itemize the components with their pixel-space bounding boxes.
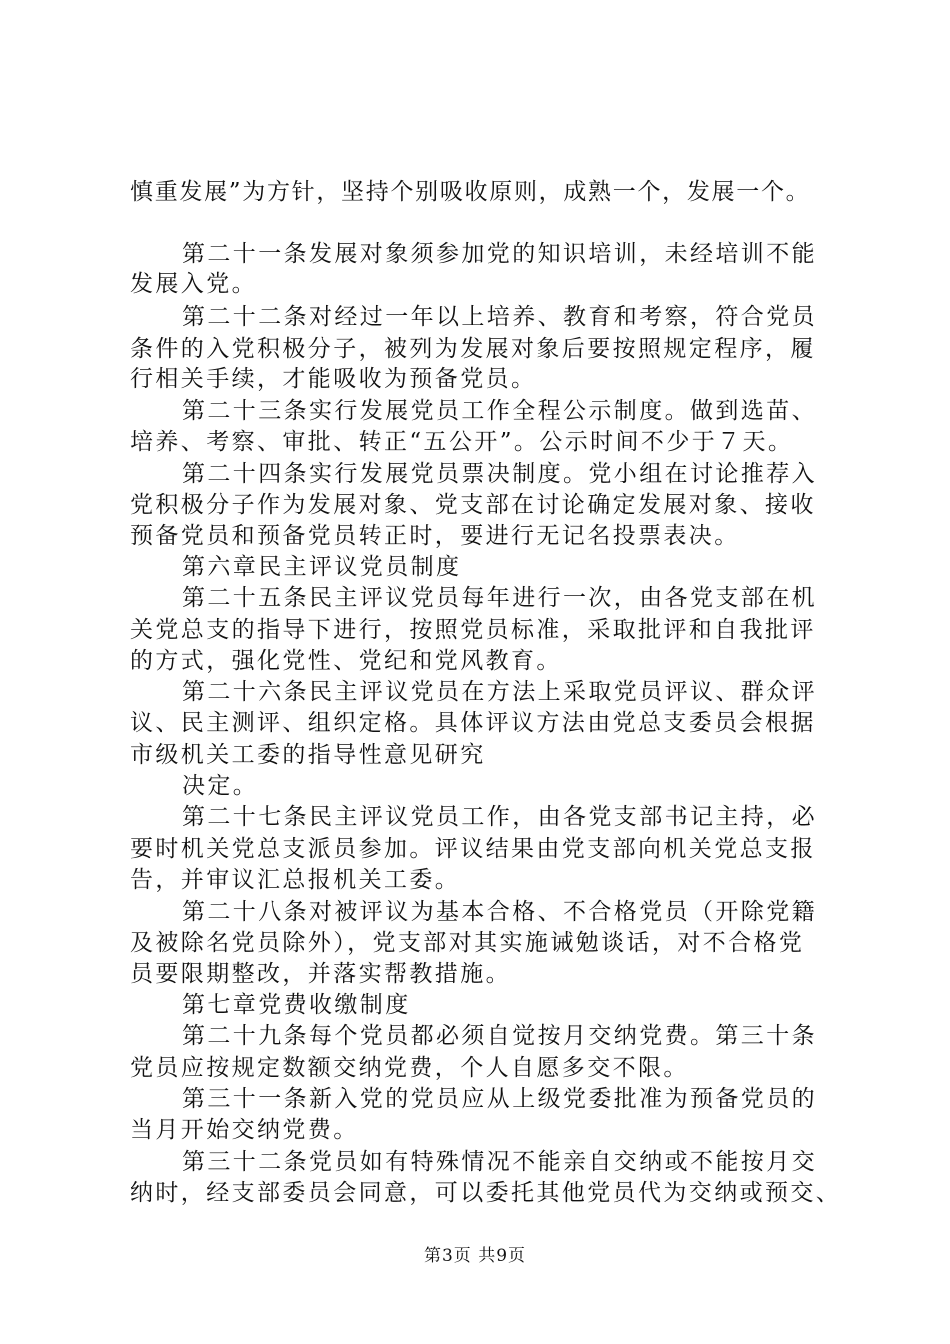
document-line: 告，并审议汇总报机关工委。 — [130, 867, 461, 893]
document-line: 市级机关工委的指导性意见研究 — [130, 742, 486, 768]
document-line: 发展入党。 — [130, 271, 257, 297]
document-line: 及被除名党员除外），党支部对其实施诫勉谈话，对不合格党 — [130, 930, 805, 956]
document-line: 第二十一条发展对象须参加党的知识培训，未经培训不能 — [182, 241, 817, 267]
document-line: 第二十六条民主评议党员在方法上采取党员评议、群众评 — [182, 679, 817, 705]
document-line: 慎重发展”为方针，坚持个别吸收原则，成熟一个，发展一个。 — [130, 179, 811, 205]
page-footer: 第3页 共9页 — [423, 1246, 527, 1266]
document-line: 决定。 — [182, 773, 259, 799]
document-line: 预备党员和预备党员转正时，要进行无记名投票表决。 — [130, 523, 740, 549]
document-line: 议、民主测评、组织定格。具体评议方法由党总支委员会根据 — [130, 710, 816, 736]
document-line: 第二十七条民主评议党员工作，由各党支部书记主持，必 — [182, 804, 817, 830]
document-line: 要时机关党总支派员参加。评议结果由党支部向机关党总支报 — [130, 836, 816, 862]
document-line: 培养、考察、审批、转正“五公开”。公示时间不少于７天。 — [130, 429, 794, 455]
document-line: 纳时，经支部委员会同意，可以委托其他党员代为交纳或预交、 — [130, 1180, 842, 1206]
document-line: 第二十三条实行发展党员工作全程公示制度。做到选苗、 — [182, 398, 817, 424]
document-line: 第二十八条对被评议为基本合格、不合格党员（开除党籍 — [182, 899, 817, 925]
document-line: 党积极分子作为发展对象、党支部在讨论确定发展对象、接收 — [130, 492, 816, 518]
document-line: 第二十九条每个党员都必须自觉按月交纳党费。第三十条 — [182, 1023, 817, 1049]
document-line: 员要限期整改，并落实帮教措施。 — [130, 961, 511, 987]
document-line: 第三十一条新入党的党员应从上级党委批准为预备党员的 — [182, 1086, 817, 1112]
document-line: 第三十二条党员如有特殊情况不能亲自交纳或不能按月交 — [182, 1149, 817, 1175]
document-line: 第六章民主评议党员制度 — [182, 554, 462, 580]
document-line: 关党总支的指导下进行，按照党员标准，采取批评和自我批评 — [130, 617, 816, 643]
document-line: 第七章党费收缴制度 — [182, 992, 411, 1018]
document-line: 第二十二条对经过一年以上培养、教育和考察，符合党员 — [182, 304, 817, 330]
document-line: 条件的入党积极分子，被列为发展对象后要按照规定程序，履 — [130, 336, 816, 362]
document-line: 第二十五条民主评议党员每年进行一次，由各党支部在机 — [182, 585, 817, 611]
document-line: 党员应按规定数额交纳党费，个人自愿多交不限。 — [130, 1055, 689, 1081]
document-line: 当月开始交纳党费。 — [130, 1117, 359, 1143]
document-line: 的方式，强化党性、党纪和党风教育。 — [130, 648, 562, 674]
document-line: 行相关手续，才能吸收为预备党员。 — [130, 366, 537, 392]
document-line: 第二十四条实行发展党员票决制度。党小组在讨论推荐入 — [182, 461, 817, 487]
